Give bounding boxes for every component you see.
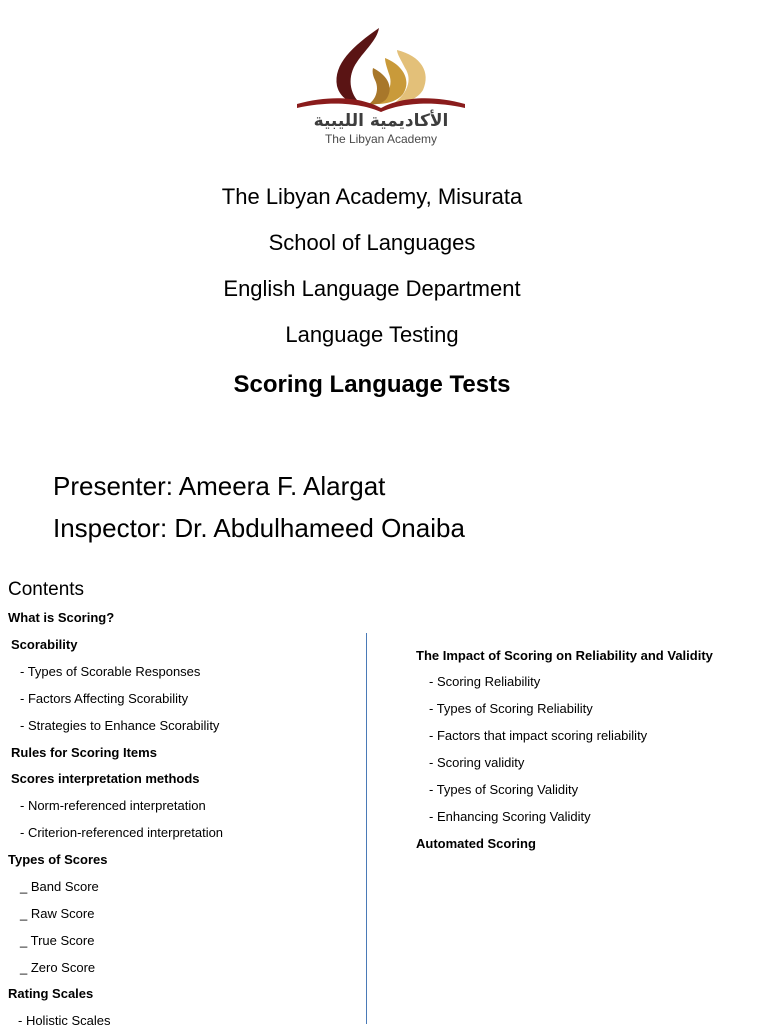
contents-item: What is Scoring? [8, 610, 115, 625]
contents-item: Types of Scores [8, 852, 108, 867]
contents-item: - Scoring validity [429, 755, 525, 770]
contents-item: - Types of Scoring Validity [429, 782, 579, 797]
page-title: Scoring Language Tests [233, 371, 511, 398]
contents-item: _ True Score [20, 933, 95, 948]
contents-item: - Types of Scoring Reliability [429, 701, 593, 716]
contents-item: - Enhancing Scoring Validity [429, 809, 591, 824]
contents-item: - Strategies to Enhance Scorability [20, 718, 220, 733]
contents-item: - Scoring Reliability [429, 674, 541, 689]
school-name: School of Languages [268, 230, 476, 255]
contents-item: The Impact of Scoring on Reliability and Validity [416, 648, 713, 663]
contents-item: _ Band Score [20, 879, 99, 894]
contents-item: - Criterion-referenced interpretation [20, 825, 224, 840]
contents-item: Rating Scales [8, 986, 94, 1001]
logo-arabic-text: الأكاديمية الليبية [313, 111, 449, 131]
institution-name: The Libyan Academy, Misurata [221, 184, 523, 209]
course-name: Language Testing [285, 322, 459, 347]
department-name: English Language Department [223, 276, 521, 301]
contents-item: Scorability [11, 637, 78, 652]
contents-item: - Factors that impact scoring reliability [429, 728, 648, 743]
contents-item: Automated Scoring [416, 836, 536, 851]
contents-item: _ Zero Score [20, 960, 96, 975]
presenter-line: Presenter: Ameera F. Alargat [53, 471, 386, 501]
contents-item: - Holistic Scales [18, 1013, 111, 1028]
flame-book-emblem-icon [293, 24, 469, 112]
contents-item: - Factors Affecting Scorability [20, 691, 189, 706]
contents-item: _ Raw Score [20, 906, 95, 921]
contents-item: Scores interpretation methods [11, 771, 200, 786]
contents-item: - Types of Scorable Responses [20, 664, 201, 679]
contents-item: Rules for Scoring Items [11, 745, 157, 760]
contents-item: - Norm-referenced interpretation [20, 798, 206, 813]
inspector-line: Inspector: Dr. Abdulhameed Onaiba [53, 513, 465, 543]
logo-english-text: The Libyan Academy [324, 132, 438, 146]
column-divider [366, 633, 367, 1024]
libyan-academy-logo [293, 24, 469, 148]
contents-heading: Contents [8, 579, 85, 600]
